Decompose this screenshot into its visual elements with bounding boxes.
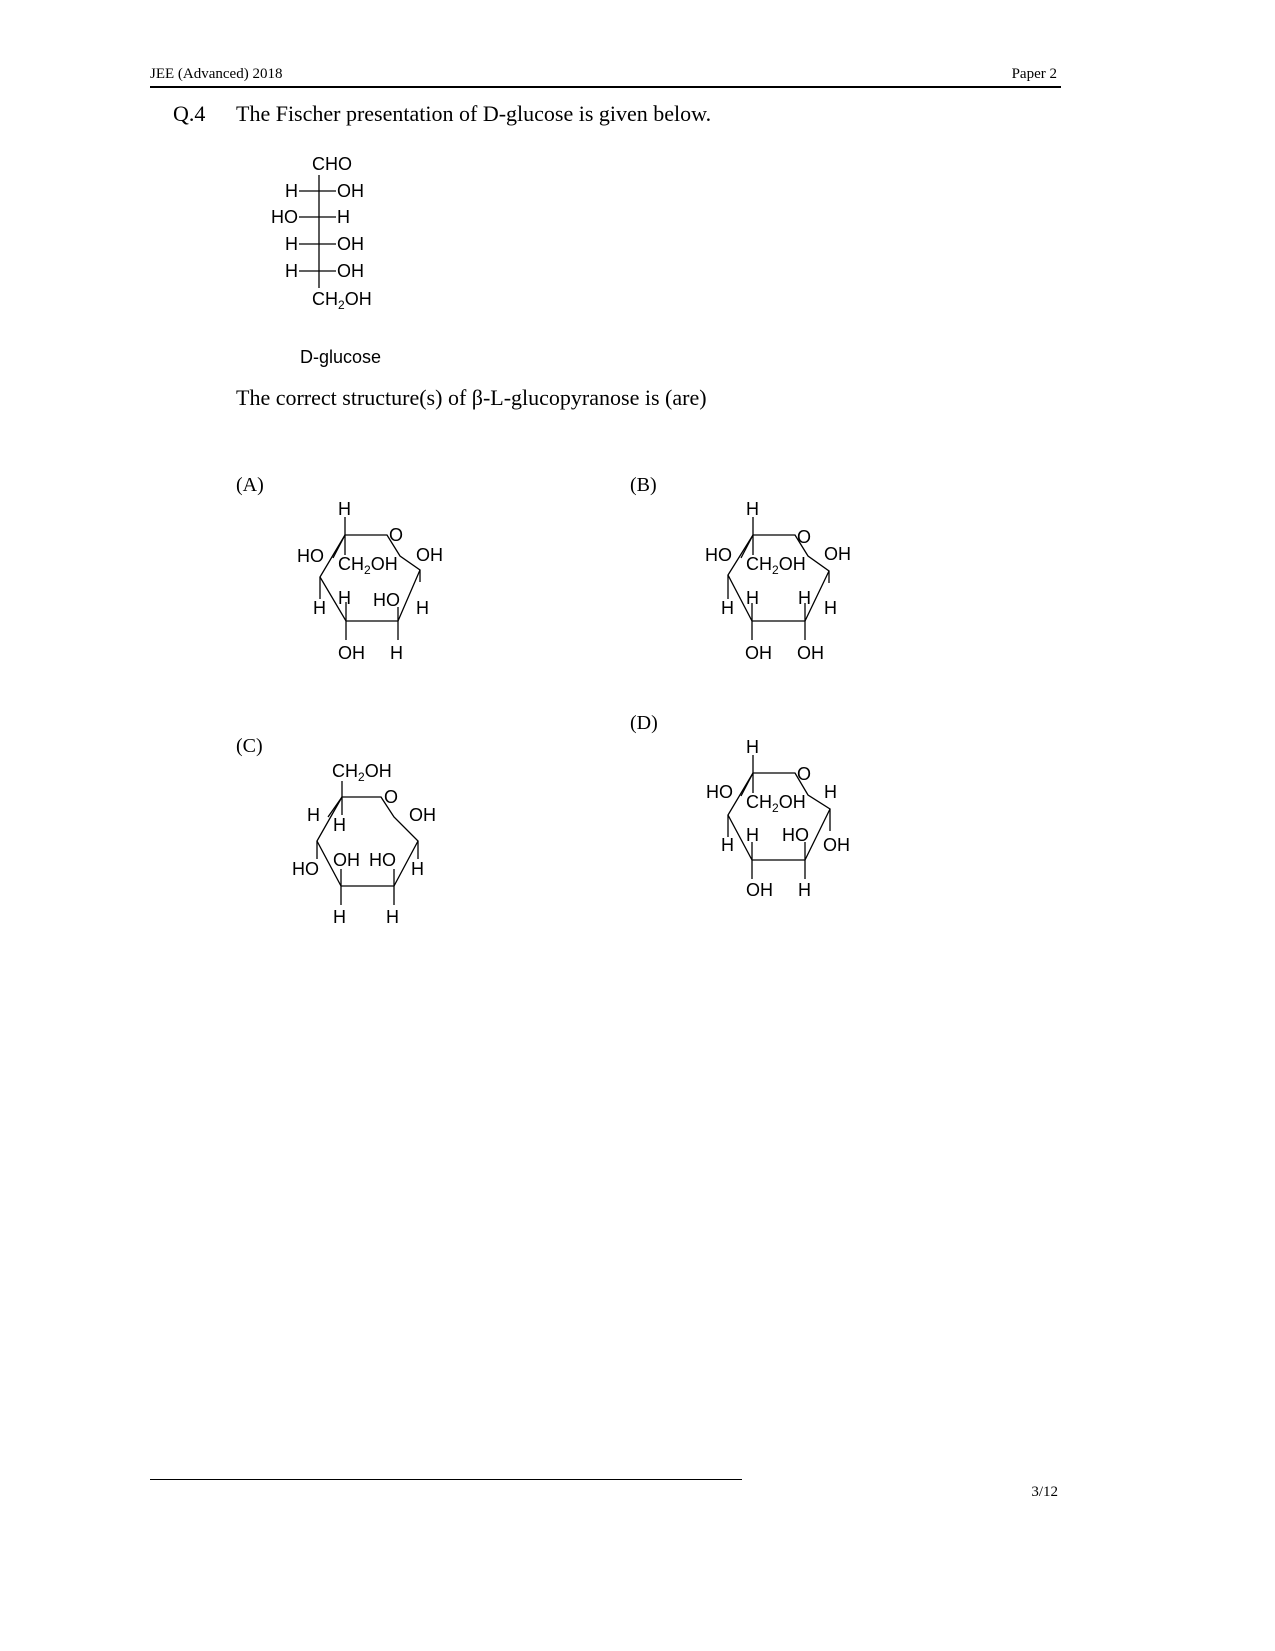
a-h-bottom: H: [390, 643, 403, 663]
d-h-bottom: H: [798, 880, 811, 900]
d-oh-bottom: OH: [746, 880, 773, 900]
c-oh-anomeric: OH: [409, 805, 436, 825]
c-ch2oh: $CH_2OH$: [332, 761, 392, 784]
b-ho-left: HO: [705, 545, 732, 565]
d-h-inner: H: [746, 825, 759, 845]
fischer-row2-left: HO: [271, 207, 298, 227]
a-h-inner: H: [338, 588, 351, 608]
question-prompt: The correct structure(s) of β-L-glucopyranose is (are): [236, 385, 707, 410]
c-ring-oxygen: O: [384, 787, 399, 807]
option-b-label[interactable]: (B): [630, 474, 657, 496]
d-ch2oh: $CH_2OH$: [746, 792, 806, 815]
fischer-row3-left: H: [285, 234, 298, 254]
d-h-left-lower: H: [721, 835, 734, 855]
fischer-caption: D-glucose: [300, 347, 382, 367]
b-h-top: H: [746, 499, 759, 519]
c-h-right: H: [411, 859, 424, 879]
option-c-structure[interactable]: [285, 755, 465, 935]
c-oh-inner: OH: [333, 850, 360, 870]
a-ch2oh: $CH_2OH$: [338, 554, 398, 577]
fischer-row1-right: OH: [337, 181, 364, 201]
header-exam-title: JEE (Advanced) 2018: [150, 66, 283, 82]
a-h-left-lower: H: [313, 598, 326, 618]
d-ho-left: HO: [706, 782, 733, 802]
b-oh-anomeric: OH: [824, 544, 851, 564]
c-h-inner-upper: H: [333, 815, 346, 835]
question-text: The Fischer presentation of D-glucose is given below.: [236, 101, 712, 126]
c-h-bottom-right: H: [386, 907, 399, 927]
fischer-projection: [260, 145, 420, 375]
d-oh-right: OH: [823, 835, 850, 855]
c-ho-left: HO: [292, 859, 319, 879]
question-number: Q.4: [173, 101, 206, 126]
a-h-top: H: [338, 499, 351, 519]
a-ho-inner: HO: [373, 590, 400, 610]
option-d-structure[interactable]: [698, 733, 878, 913]
c-h-bottom-left: H: [333, 907, 346, 927]
b-h-inner-left: H: [746, 588, 759, 608]
b-oh-bottom-right: OH: [797, 643, 824, 663]
option-b-structure[interactable]: [698, 495, 878, 675]
a-oh-bottom: OH: [338, 643, 365, 663]
b-ch2oh: $CH_2OH$: [746, 554, 806, 577]
footer-rule: [150, 1479, 742, 1480]
header-rule: [150, 86, 1061, 88]
a-h-right: H: [416, 598, 429, 618]
d-ho-inner: HO: [782, 825, 809, 845]
fischer-top-group: CHO: [312, 154, 352, 174]
b-h-inner-right: H: [798, 588, 811, 608]
header-paper-label: Paper 2: [1011, 66, 1057, 82]
fischer-bottom-group: $CH_2OH$: [312, 289, 372, 312]
option-a-label[interactable]: (A): [236, 474, 264, 496]
a-oh-anomeric: OH: [416, 545, 443, 565]
fischer-row3-right: OH: [337, 234, 364, 254]
fischer-row1-left: H: [285, 181, 298, 201]
c-h-left-upper: H: [307, 805, 320, 825]
fischer-row4-left: H: [285, 261, 298, 281]
d-h-top: H: [746, 737, 759, 757]
fischer-row2-right: H: [337, 207, 350, 227]
b-ring-oxygen: O: [797, 527, 812, 547]
fischer-row4-right: OH: [337, 261, 364, 281]
page-number: 3/12: [1031, 1484, 1058, 1500]
a-ho-left: HO: [297, 546, 324, 566]
c-ho-inner: HO: [369, 850, 396, 870]
d-ring-oxygen: O: [797, 764, 812, 784]
option-c-label[interactable]: (C): [236, 735, 263, 757]
b-oh-bottom-left: OH: [745, 643, 772, 663]
b-h-right: H: [824, 598, 837, 618]
option-d-label[interactable]: (D): [630, 712, 658, 734]
d-h-anomeric: H: [824, 782, 837, 802]
a-ring-oxygen: O: [389, 525, 404, 545]
option-a-structure[interactable]: [290, 495, 470, 675]
b-h-left-lower: H: [721, 598, 734, 618]
